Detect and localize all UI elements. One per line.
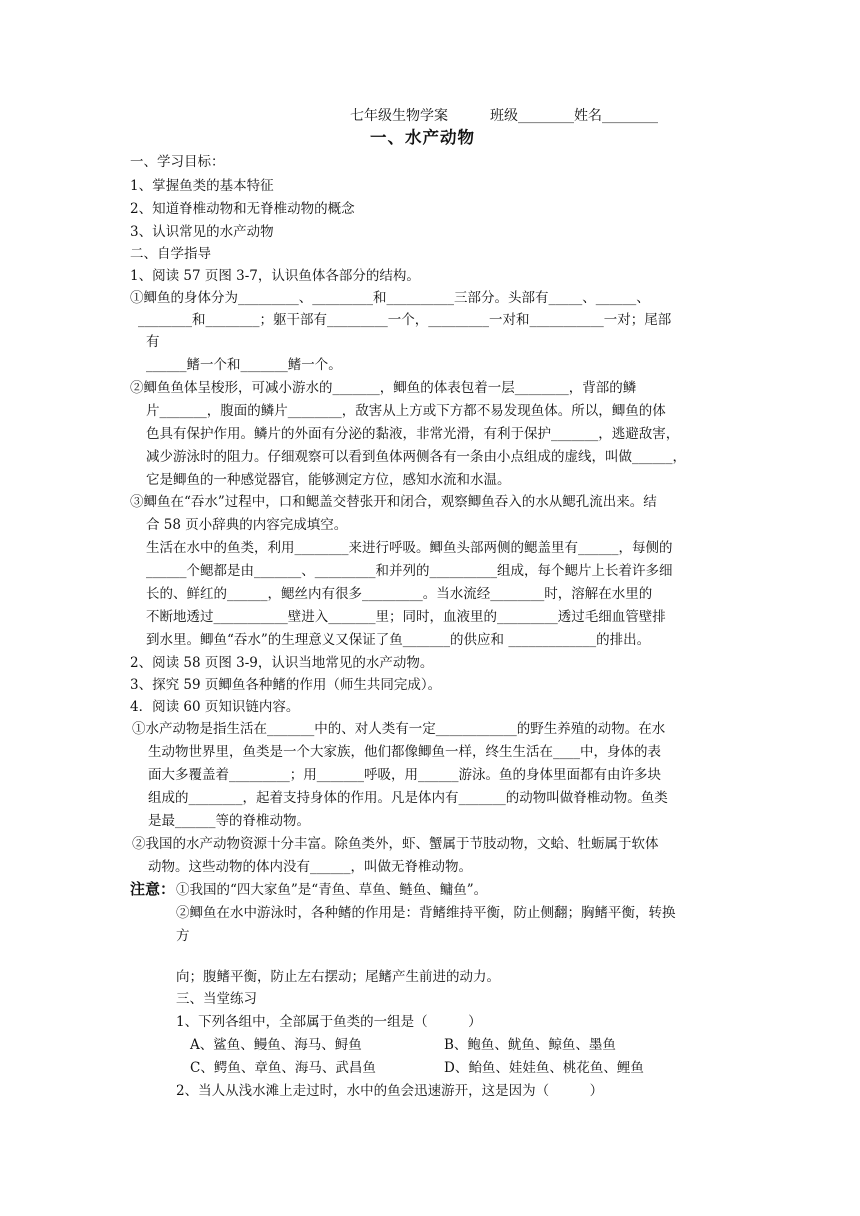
option-c: C、鳄鱼、章鱼、海马、武昌鱼	[190, 1060, 376, 1076]
text-line: 二、自学指导	[130, 246, 211, 262]
note-item: ①我国的“四大家鱼”是“青鱼、草鱼、鲢鱼、鳙鱼”。	[176, 882, 488, 898]
text-line: ②我国的水产动物资源十分丰富。除鱼类外，虾、蟹属于节肢动物，文蛤、牡蛎属于软体	[132, 836, 659, 852]
section-heading: 三、当堂练习	[176, 991, 257, 1007]
note-item: 方	[176, 928, 190, 944]
text-line: 一、学习目标：	[130, 154, 225, 170]
worksheet-header: 七年级生物学案 班级________姓名________	[350, 108, 658, 124]
note-item: 向；腹鳍平衡，防止左右摆动；尾鳍产生前进的动力。	[176, 969, 500, 985]
text-line: 是最______等的脊椎动物。	[148, 813, 310, 829]
option-b: B、鲍鱼、鱿鱼、鲸鱼、墨鱼	[444, 1037, 616, 1053]
text-line: 它是鲫鱼的一种感觉器官，能够测定方位，感知水流和水温。	[146, 472, 511, 488]
text-line: 1、阅读 57 页图 3-7，认识鱼体各部分的结构。	[130, 268, 420, 284]
text-line: ①水产动物是指生活在_______中的、对人类有一定____________的野生养殖的动物。在水	[132, 721, 666, 737]
note-item: ②鲫鱼在水中游泳时，各种鳍的作用是：背鳍维持平衡，防止侧翻；胸鳍平衡，转换	[176, 905, 676, 921]
text-line: ______个鳃都是由_______、_________和并列的__________组成，每个鳃片上长着许多细	[146, 563, 673, 579]
note-label: 注意：	[130, 880, 176, 898]
text-line: 有	[146, 334, 160, 350]
text-line: 3、探究 59 页鲫鱼各种鳍的作用（师生共同完成）。	[130, 677, 442, 693]
question: 1、下列各组中，全部属于鱼类的一组是（ ）	[176, 1014, 482, 1030]
text-line: 1、掌握鱼类的基本特征	[130, 178, 274, 194]
text-line: 片_______，腹面的鳞片________，敌害从上方或下方都不易发现鱼体。所以，鲫鱼的体	[146, 403, 666, 419]
text-line: 2、知道脊椎动物和无脊椎动物的概念	[130, 201, 355, 217]
text-line: 不断地透过___________壁进入_______里；同时，血液里的_________透过毛细血管壁排	[146, 609, 666, 625]
text-line: ③鲫鱼在“吞水”过程中，口和鳃盖交替张开和闭合，观察鲫鱼吞入的水从鳃孔流出来。结	[130, 494, 657, 510]
text-line: 长的、鲜红的______，鳃丝内有很多_________。当水流经________时，溶解在水里的	[146, 586, 653, 602]
text-line: ②鲫鱼鱼体呈梭形，可减小游水的_______，鲫鱼的体表包着一层________，背部的鳞	[130, 380, 637, 396]
text-line: 到水里。鲫鱼“吞水”的生理意义又保证了鱼_______的供应和 _____________的排出。	[146, 632, 651, 648]
text-line: 生活在水中的鱼类，利用________来进行呼吸。鲫鱼头部两侧的鳃盖里有______，每侧的	[146, 540, 673, 556]
text-line: 合 58 页小辞典的内容完成填空。	[146, 517, 348, 533]
text-line: 面大多覆盖着_________；用_______呼吸，用______游泳。鱼的身体里面都有由许多块	[148, 767, 661, 783]
text-line: 4．阅读 60 页知识链内容。	[130, 699, 300, 715]
text-line: 2、阅读 58 页图 3-9，认识当地常见的水产动物。	[130, 655, 434, 671]
text-line: 组成的________，起着支持身体的作用。凡是体内有_______的动物叫做脊椎动物。鱼类	[148, 790, 668, 806]
option-d: D、鲐鱼、娃娃鱼、桃花鱼、鲤鱼	[444, 1060, 644, 1076]
text-line: ______鳍一个和_______鳍一个。	[146, 357, 342, 373]
text-line: 色具有保护作用。鳞片的外面有分泌的黏液，非常光滑，有利于保护_______，逃避敌害，	[146, 426, 680, 442]
text-line: 动物。这些动物的体内没有______，叫做无脊椎动物。	[148, 859, 472, 875]
text-line: ________和________；躯干部有_________一个，_________一对和___________一对；尾部	[138, 312, 672, 328]
text-line: ①鲫鱼的身体分为_________、_________和__________三部分。头部有_____、______、	[130, 290, 650, 306]
text-line: 生动物世界里，鱼类是一个大家族，他们都像鲫鱼一样，终生生活在____中，身体的表	[148, 744, 661, 760]
question: 2、当人从浅水滩上走过时，水中的鱼会迅速游开，这是因为（ ）	[176, 1083, 604, 1099]
page-title: 一、水产动物	[370, 128, 475, 147]
option-a: A、鲨鱼、鳗鱼、海马、鲟鱼	[190, 1037, 362, 1053]
text-line: 3、认识常见的水产动物	[130, 224, 274, 240]
text-line: 减少游泳时的阻力。仔细观察可以看到鱼体两侧各有一条由小点组成的虚线，叫做______，	[146, 449, 686, 465]
